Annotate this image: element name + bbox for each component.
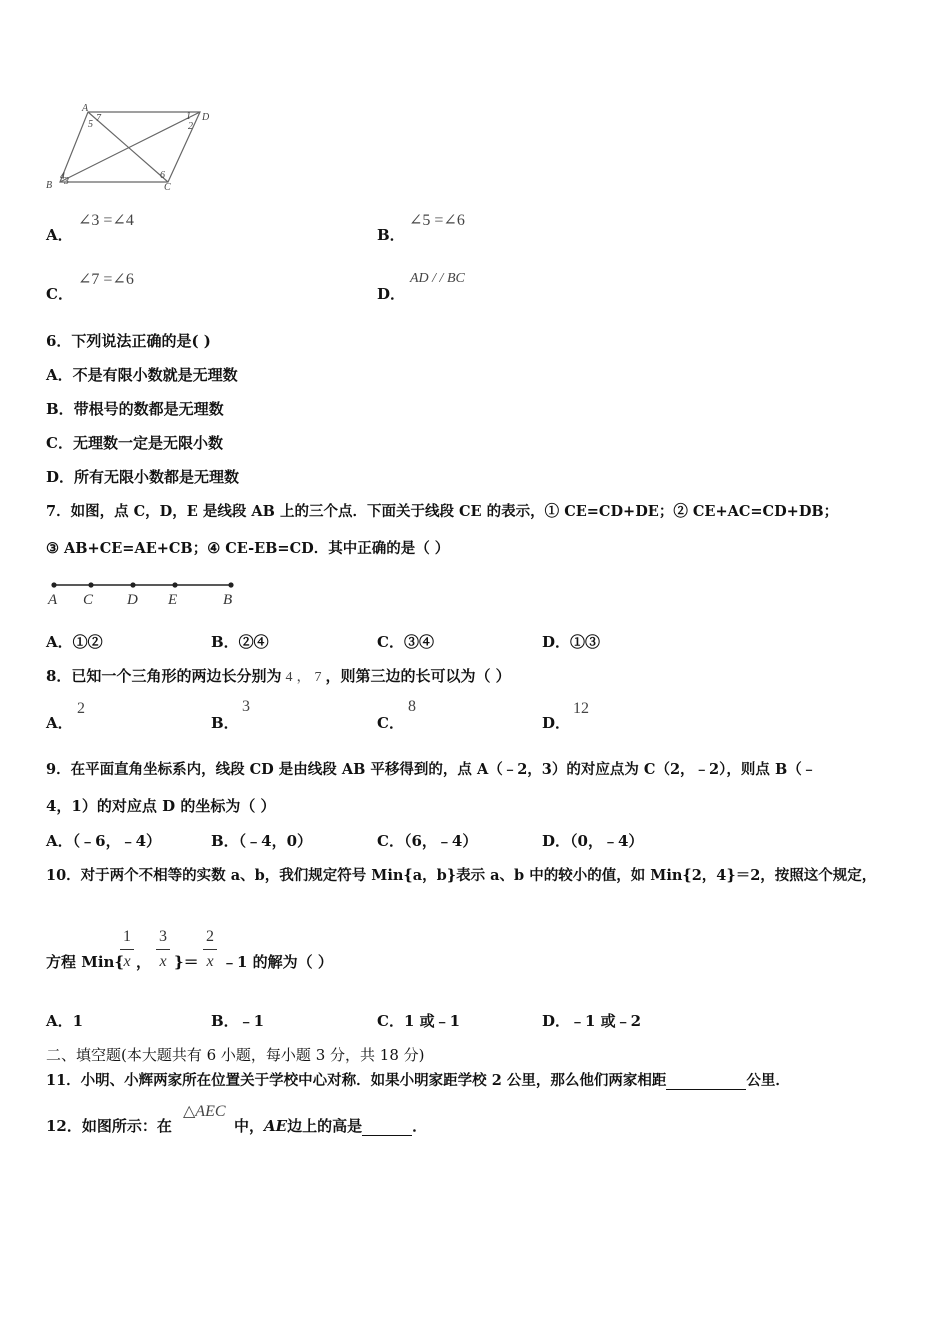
q12-pre: 12．如图所示：在 [46,1117,172,1135]
q8-stem-post: ，则第三边的长可以为（ ） [325,667,511,685]
q9-stem-line1: 9．在平面直角坐标系内，线段 CD 是由线段 AB 平移得到的，点 A（﹣2，3）的对应点为 C（2，﹣2），则点 B（﹣ [46,761,817,778]
q10-stem-line1: 10．对于两个不相等的实数 a、b，我们规定符号 Min{a，b}表示 a、b 中的较小的值，如 Min{2，4}＝2，按照这个规定， [46,867,877,884]
q7-option-c[interactable]: C．③④ [377,633,434,651]
vertex-c: C [164,182,171,193]
q9-option-d[interactable]: D．（0，﹣4） [542,832,644,850]
q8-stem [46,665,511,686]
q12-answer-blank[interactable] [362,1119,412,1136]
angle-3: 3 [64,176,69,187]
frac2-numerator: 3 [159,928,167,945]
option-letter: B． [377,226,405,244]
q12-triangle-math: △AEC [183,1103,226,1120]
point-d-label: D [127,592,138,608]
q9-option-c[interactable]: C．（6，﹣4） [377,832,478,850]
q7-option-a[interactable]: A．①② [46,633,103,651]
vertex-d: D [202,112,210,123]
q6-stem: 6．下列说法正确的是( ) [46,332,211,350]
q10-frac1 [120,927,134,972]
q8-option-a[interactable]: A． [46,714,73,732]
q8-option-c-value: 8 [408,698,416,715]
q10-option-c[interactable]: C．1 或﹣1 [377,1012,461,1030]
q12-mid: 中， [234,1117,265,1135]
q8-option-c[interactable]: C． [377,714,404,732]
vertex-b: B [46,180,53,191]
frac2-denominator: x [159,953,167,970]
q10-option-d[interactable]: D．﹣1 或﹣2 [542,1012,642,1030]
q8-sep: ， [296,670,311,685]
q10-eq-mid: }＝ [174,953,199,971]
q10-eq-post: ﹣1 的解为（ ） [222,953,333,971]
q8-option-a-value: 2 [77,700,85,717]
q10-option-b[interactable]: B．﹣1 [211,1012,265,1030]
q10-frac3 [203,927,217,972]
option-letter: C． [46,285,73,303]
q7-stem-line1: 7．如图，点 C，D，E 是线段 AB 上的三个点．下面关于线段 CE 的表示，① CE=CD+DE；② CE+AC=CD+DB； [46,503,839,520]
q11-pre: 11．小明、小辉两家所在位置关于学校中心对称．如果小明家距学校 2 公里，那么他们两家相距 [46,1072,667,1089]
vertex-a: A [82,103,89,114]
point-e-label: E [168,592,178,608]
q7-option-d[interactable]: D．①③ [542,633,601,651]
angle-6: 6 [160,170,165,181]
q12-ae: AE [264,1117,288,1135]
angle-7: 7 [96,113,101,124]
frac3-denominator: x [206,953,214,970]
q7-stem-line2: ③ AB+CE=AE+CB；④ CE-EB=CD．其中正确的是（ ） [46,540,450,557]
option-letter: A． [46,226,73,244]
q8-option-b-value: 3 [242,698,250,715]
angle-1: 1 [186,111,191,122]
q8-option-d[interactable]: D． [542,714,571,732]
segment-figure [44,576,244,610]
q6-option-a[interactable]: A．不是有限小数就是无理数 [46,366,238,384]
q11-post: 公里． [746,1072,790,1089]
q7-option-b[interactable]: B．②④ [211,633,269,651]
q8-side1: 4 [285,670,293,685]
q8-side2: 7 [314,670,322,685]
q5-option-b-math: ∠5 =∠6 [409,212,465,229]
frac1-denominator: x [123,953,131,970]
q9-option-b[interactable]: B．（﹣4，0） [211,832,313,850]
option-letter: D． [377,285,406,303]
angle-5: 5 [88,119,93,130]
q11 [46,1069,790,1090]
q5-option-a[interactable] [46,224,73,245]
frac3-numerator: 2 [206,928,214,945]
angle-4: 4 [60,171,65,182]
q12-post: 边上的高是 [287,1117,363,1135]
q5-option-d[interactable] [377,283,405,304]
angle-2: 2 [188,121,193,132]
q8-option-d-value: 12 [573,700,589,717]
point-b-label: B [223,592,233,608]
section2-title: 二、填空题(本大题共有 6 小题，每小题 3 分，共 18 分) [46,1046,425,1064]
q10-frac2 [156,927,170,972]
q5-option-b[interactable] [377,224,405,245]
point-c-label: C [83,592,94,608]
q9-stem-line2: 4，1）的对应点 D 的坐标为（ ） [46,797,276,815]
q5-option-d-math: AD / / BC [410,271,465,286]
parallelogram-figure [40,100,230,195]
q12-end: ． [412,1117,428,1135]
q8-stem-pre: 8．已知一个三角形的两边长分别为 [46,667,282,685]
q6-option-c[interactable]: C．无理数一定是无限小数 [46,434,223,452]
q10-comma: ， [136,953,152,971]
q6-option-d[interactable]: D．所有无限小数都是无理数 [46,468,240,486]
q10-eq-pre: 方程 Min{ [46,953,125,971]
frac1-numerator: 1 [123,928,131,945]
q9-option-a[interactable]: A．（﹣6，﹣4） [46,832,162,850]
q8-option-b[interactable]: B． [211,714,239,732]
q11-answer-blank[interactable] [666,1073,746,1090]
q5-option-c-math: ∠7 =∠6 [78,271,134,288]
q5-option-c[interactable] [46,283,73,304]
q6-option-b[interactable]: B．带根号的数都是无理数 [46,400,224,418]
q12-rest [234,1115,427,1136]
q10-option-a[interactable]: A．1 [46,1012,84,1030]
point-a-label: A [48,592,58,608]
q5-option-a-math: ∠3 =∠4 [78,212,134,229]
